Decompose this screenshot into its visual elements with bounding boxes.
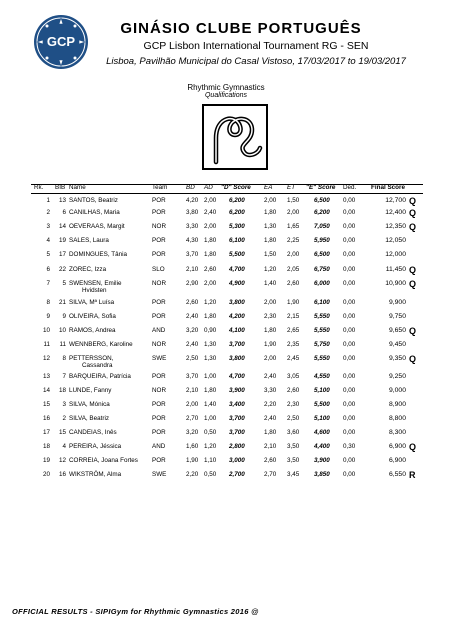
final-score-cell: 10,900 — [385, 280, 406, 287]
bib-cell: 13 — [58, 197, 66, 204]
d-score-cell: 3,700 — [229, 341, 245, 348]
rank-cell: 14 — [42, 387, 50, 394]
rank-cell: 5 — [46, 251, 50, 258]
e-score-cell: 3,850 — [314, 471, 330, 478]
final-score-cell: 12,400 — [385, 209, 406, 216]
ea-cell: 2,40 — [264, 415, 277, 422]
ded-cell: 0,00 — [343, 237, 356, 244]
rank-cell: 3 — [46, 223, 50, 230]
ded-cell: 0,00 — [343, 471, 356, 478]
athlete-name: CORREIA, Joana Fortes — [69, 457, 138, 464]
qualification-mark: Q — [409, 196, 417, 206]
d-score-cell: 4,200 — [229, 313, 245, 320]
bd-cell: 2,60 — [186, 299, 199, 306]
ea-cell: 1,40 — [264, 280, 277, 287]
bd-cell: 2,10 — [186, 266, 199, 273]
final-score-cell: 12,000 — [385, 251, 406, 258]
ded-cell: 0,00 — [343, 457, 356, 464]
athlete-name: LUNDE, Fanny — [69, 387, 112, 394]
athlete-name: OEVERAAS, Margit — [69, 223, 125, 230]
header-bottom-rule — [31, 193, 423, 194]
bd-cell: 1,60 — [186, 443, 199, 450]
bib-cell: 9 — [62, 313, 66, 320]
et-cell: 3,45 — [287, 471, 300, 478]
ded-cell: 0,00 — [343, 299, 356, 306]
et-cell: 2,50 — [287, 415, 300, 422]
e-score-cell: 5,100 — [314, 415, 330, 422]
e-score-cell: 6,500 — [314, 197, 330, 204]
ded-cell: 0,00 — [343, 355, 356, 362]
e-score-cell: 5,750 — [314, 341, 330, 348]
rank-cell: 4 — [46, 237, 50, 244]
athlete-name: RAMOS, Andrea — [69, 327, 116, 334]
ea-cell: 3,30 — [264, 387, 277, 394]
athlete-name-continued: Hvidsten — [82, 287, 107, 294]
e-score-cell: 5,550 — [314, 313, 330, 320]
rank-cell: 1 — [46, 197, 50, 204]
discipline: Rhythmic Gymnastics — [187, 83, 265, 92]
rank-cell: 19 — [42, 457, 50, 464]
ad-cell: 1,10 — [204, 457, 217, 464]
ad-cell: 1,40 — [204, 401, 217, 408]
ea-cell: 1,50 — [264, 251, 277, 258]
final-score-cell: 11,450 — [385, 266, 406, 273]
d-score-cell: 3,800 — [229, 299, 245, 306]
ad-cell: 2,00 — [204, 197, 217, 204]
d-score-cell: 2,800 — [229, 443, 245, 450]
col-ded: Ded. — [343, 184, 357, 191]
d-score-cell: 3,700 — [229, 415, 245, 422]
ad-cell: 1,80 — [204, 237, 217, 244]
athlete-name: WENNBERG, Karoline — [69, 341, 133, 348]
bd-cell: 2,10 — [186, 387, 199, 394]
qualification-mark: Q — [409, 222, 417, 232]
bd-cell: 1,90 — [186, 457, 199, 464]
e-score-cell: 4,400 — [314, 443, 330, 450]
e-score-cell: 3,900 — [314, 457, 330, 464]
team-cell: NOR — [152, 223, 166, 230]
col-rank: Rk. — [34, 184, 44, 191]
et-cell: 2,65 — [287, 327, 300, 334]
team-cell: SWE — [152, 355, 167, 362]
bd-cell: 2,90 — [186, 280, 199, 287]
qualification-mark: Q — [409, 326, 417, 336]
d-score-cell: 6,200 — [229, 209, 245, 216]
bib-cell: 5 — [62, 280, 66, 287]
footer-text: OFFICIAL RESULTS - SIPIGym for Rhythmic Gymnastics 2016 @ — [12, 607, 259, 616]
qualification-mark: R — [409, 470, 416, 480]
bd-cell: 3,30 — [186, 223, 199, 230]
athlete-name: CANILHAS, Maria — [69, 209, 120, 216]
athlete-name: SILVA, Mónica — [69, 401, 110, 408]
team-cell: POR — [152, 237, 166, 244]
ad-cell: 2,00 — [204, 223, 217, 230]
bib-cell: 18 — [58, 387, 66, 394]
team-cell: NOR — [152, 341, 166, 348]
ded-cell: 0,00 — [343, 341, 356, 348]
bib-cell: 12 — [58, 457, 66, 464]
final-score-cell: 9,000 — [388, 387, 406, 394]
e-score-cell: 4,600 — [314, 429, 330, 436]
bd-cell: 2,00 — [186, 401, 199, 408]
d-score-cell: 4,700 — [229, 373, 245, 380]
athlete-name: PETTERSSON, — [69, 355, 114, 362]
final-score-cell: 8,900 — [388, 401, 406, 408]
col-e-score: "E" Score — [306, 184, 336, 191]
athlete-name: SWENSEN, Emilie — [69, 280, 122, 287]
col-d-score: "D" Score — [221, 184, 251, 191]
rank-cell: 18 — [42, 443, 50, 450]
ded-cell: 0,00 — [343, 209, 356, 216]
rank-cell: 6 — [46, 266, 50, 273]
et-cell: 2,35 — [287, 341, 300, 348]
et-cell: 2,25 — [287, 237, 300, 244]
bib-cell: 10 — [58, 327, 66, 334]
e-score-cell: 5,550 — [314, 355, 330, 362]
ea-cell: 1,30 — [264, 223, 277, 230]
team-cell: POR — [152, 401, 166, 408]
rank-cell: 16 — [42, 415, 50, 422]
bd-cell: 3,20 — [186, 327, 199, 334]
et-cell: 1,50 — [287, 197, 300, 204]
ad-cell: 0,90 — [204, 327, 217, 334]
athlete-name: ZOREC, Izza — [69, 266, 107, 273]
ea-cell: 1,80 — [264, 209, 277, 216]
ea-cell: 1,80 — [264, 429, 277, 436]
bib-cell: 7 — [62, 373, 66, 380]
bd-cell: 2,40 — [186, 341, 199, 348]
team-cell: POR — [152, 415, 166, 422]
d-score-cell: 6,100 — [229, 237, 245, 244]
ea-cell: 2,20 — [264, 401, 277, 408]
final-score-cell: 9,900 — [388, 299, 406, 306]
rank-cell: 20 — [42, 471, 50, 478]
ded-cell: 0,00 — [343, 387, 356, 394]
logo-text: GCP — [46, 34, 76, 49]
rank-cell: 7 — [46, 280, 50, 287]
bib-cell: 16 — [58, 471, 66, 478]
ded-cell: 0,00 — [343, 429, 356, 436]
ded-cell: 0,00 — [343, 197, 356, 204]
et-cell: 3,60 — [287, 429, 300, 436]
d-score-cell: 3,000 — [229, 457, 245, 464]
ded-cell: 0,00 — [343, 401, 356, 408]
bib-cell: 15 — [58, 429, 66, 436]
et-cell: 2,30 — [287, 401, 300, 408]
final-score-cell: 9,350 — [388, 355, 406, 362]
athlete-name: DOMINGUES, Tânia — [69, 251, 127, 258]
d-score-cell: 2,700 — [229, 471, 245, 478]
col-ea: EA — [264, 184, 273, 191]
athlete-name-continued: Cassandra — [82, 362, 113, 369]
bd-cell: 4,30 — [186, 237, 199, 244]
d-score-cell: 4,700 — [229, 266, 245, 273]
ad-cell: 1,80 — [204, 251, 217, 258]
e-score-cell: 5,500 — [314, 401, 330, 408]
ea-cell: 1,90 — [264, 341, 277, 348]
final-score-cell: 8,800 — [388, 415, 406, 422]
ad-cell: 1,80 — [204, 387, 217, 394]
rank-cell: 10 — [42, 327, 50, 334]
final-score-cell: 12,050 — [385, 237, 406, 244]
d-score-cell: 3,400 — [229, 401, 245, 408]
col-ad: AD — [204, 184, 213, 191]
e-score-cell: 7,050 — [314, 223, 330, 230]
bd-cell: 2,70 — [186, 415, 199, 422]
athlete-name: OLIVEIRA, Sofia — [69, 313, 116, 320]
team-cell: POR — [152, 209, 166, 216]
bib-cell: 3 — [62, 401, 66, 408]
team-cell: POR — [152, 313, 166, 320]
col-bd: BD — [186, 184, 195, 191]
d-score-cell: 6,200 — [229, 197, 245, 204]
team-cell: SLO — [152, 266, 165, 273]
ribbon-icon — [202, 104, 268, 170]
rank-cell: 8 — [46, 299, 50, 306]
d-score-cell: 3,900 — [229, 387, 245, 394]
qualification-mark: Q — [409, 279, 417, 289]
ded-cell: 0,00 — [343, 313, 356, 320]
ea-cell: 1,80 — [264, 327, 277, 334]
phase: Qualifications — [204, 92, 248, 99]
team-cell: POR — [152, 197, 166, 204]
final-score-cell: 12,700 — [385, 197, 406, 204]
team-cell: POR — [152, 373, 166, 380]
rank-cell: 11 — [43, 341, 50, 348]
rank-cell: 12 — [42, 355, 50, 362]
athlete-name: SANTOS, Beatriz — [69, 197, 118, 204]
d-score-cell: 3,700 — [229, 429, 245, 436]
e-score-cell: 6,100 — [314, 299, 330, 306]
ad-cell: 1,00 — [204, 373, 217, 380]
ad-cell: 1,30 — [204, 341, 217, 348]
ad-cell: 1,30 — [204, 355, 217, 362]
athlete-name: BARQUEIRA, Patrícia — [69, 373, 131, 380]
team-cell: POR — [152, 299, 166, 306]
et-cell: 1,90 — [287, 299, 300, 306]
et-cell: 3,50 — [287, 457, 300, 464]
e-score-cell: 6,500 — [314, 251, 330, 258]
et-cell: 2,15 — [287, 313, 300, 320]
athlete-name: SILVA, Beatriz — [69, 415, 110, 422]
team-cell: NOR — [152, 280, 166, 287]
d-score-cell: 3,800 — [229, 355, 245, 362]
e-score-cell: 6,200 — [314, 209, 330, 216]
ad-cell: 2,40 — [204, 209, 217, 216]
col-et: ET — [287, 184, 296, 191]
bib-cell: 2 — [62, 415, 66, 422]
ded-cell: 0,00 — [343, 223, 356, 230]
bd-cell: 3,70 — [186, 251, 199, 258]
athlete-name: CANDEIAS, Inês — [69, 429, 117, 436]
ded-cell: 0,00 — [343, 266, 356, 273]
e-score-cell: 6,750 — [314, 266, 330, 273]
bd-cell: 2,40 — [186, 313, 199, 320]
ea-cell: 2,40 — [264, 373, 277, 380]
bib-cell: 19 — [58, 237, 66, 244]
final-score-cell: 6,900 — [388, 457, 406, 464]
et-cell: 2,60 — [287, 280, 300, 287]
qualification-mark: Q — [409, 265, 417, 275]
ded-cell: 0,00 — [343, 280, 356, 287]
rank-cell: 9 — [46, 313, 50, 320]
venue-dates: Lisboa, Pavilhão Municipal do Casal Vistoso, 17/03/2017 to 19/03/2017 — [106, 56, 406, 67]
bib-cell: 8 — [62, 355, 66, 362]
e-score-cell: 4,550 — [314, 373, 330, 380]
final-score-cell: 6,900 — [388, 443, 406, 450]
rank-cell: 17 — [42, 429, 50, 436]
ad-cell: 0,50 — [204, 429, 217, 436]
ea-cell: 2,10 — [264, 443, 277, 450]
et-cell: 1,65 — [287, 223, 300, 230]
e-score-cell: 6,000 — [314, 280, 330, 287]
bd-cell: 4,20 — [186, 197, 199, 204]
ea-cell: 2,30 — [264, 313, 277, 320]
final-score-cell: 12,350 — [385, 223, 406, 230]
team-cell: POR — [152, 457, 166, 464]
et-cell: 2,00 — [287, 251, 300, 258]
e-score-cell: 5,100 — [314, 387, 330, 394]
athlete-name: WIKSTRÖM, Alma — [69, 471, 122, 478]
bd-cell: 3,20 — [186, 429, 199, 436]
et-cell: 2,60 — [287, 387, 300, 394]
final-score-cell: 9,450 — [388, 341, 406, 348]
bd-cell: 3,70 — [186, 373, 199, 380]
d-score-cell: 4,900 — [229, 280, 245, 287]
ea-cell: 2,00 — [264, 299, 277, 306]
et-cell: 2,00 — [287, 209, 300, 216]
ea-cell: 2,70 — [264, 471, 277, 478]
ad-cell: 1,20 — [204, 443, 217, 450]
ad-cell: 0,50 — [204, 471, 217, 478]
bd-cell: 2,20 — [186, 471, 199, 478]
athlete-name: PEREIRA, Jéssica — [69, 443, 122, 450]
bib-cell: 14 — [58, 223, 66, 230]
ad-cell: 2,60 — [204, 266, 217, 273]
athlete-name: SALES, Laura — [69, 237, 109, 244]
ea-cell: 1,80 — [264, 237, 277, 244]
final-score-cell: 6,550 — [388, 471, 406, 478]
ded-cell: 0,00 — [343, 415, 356, 422]
header-top-rule — [31, 184, 423, 185]
athlete-name: SILVA, Mª Luísa — [69, 299, 115, 306]
d-score-cell: 4,100 — [229, 327, 245, 334]
club-name: GINÁSIO CLUBE PORTUGUÊS — [120, 20, 362, 37]
bib-cell: 11 — [59, 341, 66, 348]
team-cell: AND — [152, 443, 166, 450]
e-score-cell: 5,950 — [314, 237, 330, 244]
d-score-cell: 5,300 — [229, 223, 245, 230]
ea-cell: 2,60 — [264, 457, 277, 464]
ea-cell: 2,00 — [264, 355, 277, 362]
final-score-cell: 9,750 — [388, 313, 406, 320]
ded-cell: 0,00 — [343, 373, 356, 380]
bd-cell: 2,50 — [186, 355, 199, 362]
rank-cell: 13 — [42, 373, 50, 380]
ea-cell: 2,00 — [264, 197, 277, 204]
ad-cell: 1,80 — [204, 313, 217, 320]
qualification-mark: Q — [409, 442, 417, 452]
qualification-mark: Q — [409, 208, 417, 218]
et-cell: 2,05 — [287, 266, 300, 273]
ded-cell: 0,00 — [343, 327, 356, 334]
ded-cell: 0,00 — [343, 251, 356, 258]
ded-cell: 0,30 — [343, 443, 356, 450]
team-cell: SWE — [152, 471, 167, 478]
team-cell: NOR — [152, 387, 166, 394]
ad-cell: 1,00 — [204, 415, 217, 422]
e-score-cell: 5,550 — [314, 327, 330, 334]
bib-cell: 6 — [62, 209, 66, 216]
team-cell: AND — [152, 327, 166, 334]
qualification-mark: Q — [409, 354, 417, 364]
bib-cell: 17 — [58, 251, 66, 258]
ad-cell: 2,00 — [204, 280, 217, 287]
bib-cell: 22 — [58, 266, 66, 273]
tournament-title: GCP Lisbon International Tournament RG - SEN — [143, 40, 369, 52]
d-score-cell: 5,500 — [229, 251, 245, 258]
et-cell: 3,05 — [287, 373, 300, 380]
col-bib: BIB — [55, 184, 66, 191]
final-score-cell: 9,250 — [388, 373, 406, 380]
bib-cell: 21 — [58, 299, 66, 306]
team-cell: POR — [152, 251, 166, 258]
bib-cell: 4 — [62, 443, 66, 450]
ad-cell: 1,20 — [204, 299, 217, 306]
rank-cell: 2 — [46, 209, 50, 216]
rank-cell: 15 — [42, 401, 50, 408]
col-name: Name — [69, 184, 86, 191]
team-cell: POR — [152, 429, 166, 436]
final-score-cell: 8,300 — [388, 429, 406, 436]
col-team: Team — [152, 184, 168, 191]
ea-cell: 1,20 — [264, 266, 277, 273]
et-cell: 3,50 — [287, 443, 300, 450]
bd-cell: 3,80 — [186, 209, 199, 216]
et-cell: 2,45 — [287, 355, 300, 362]
col-final: Final Score — [371, 184, 405, 191]
final-score-cell: 9,650 — [388, 327, 406, 334]
